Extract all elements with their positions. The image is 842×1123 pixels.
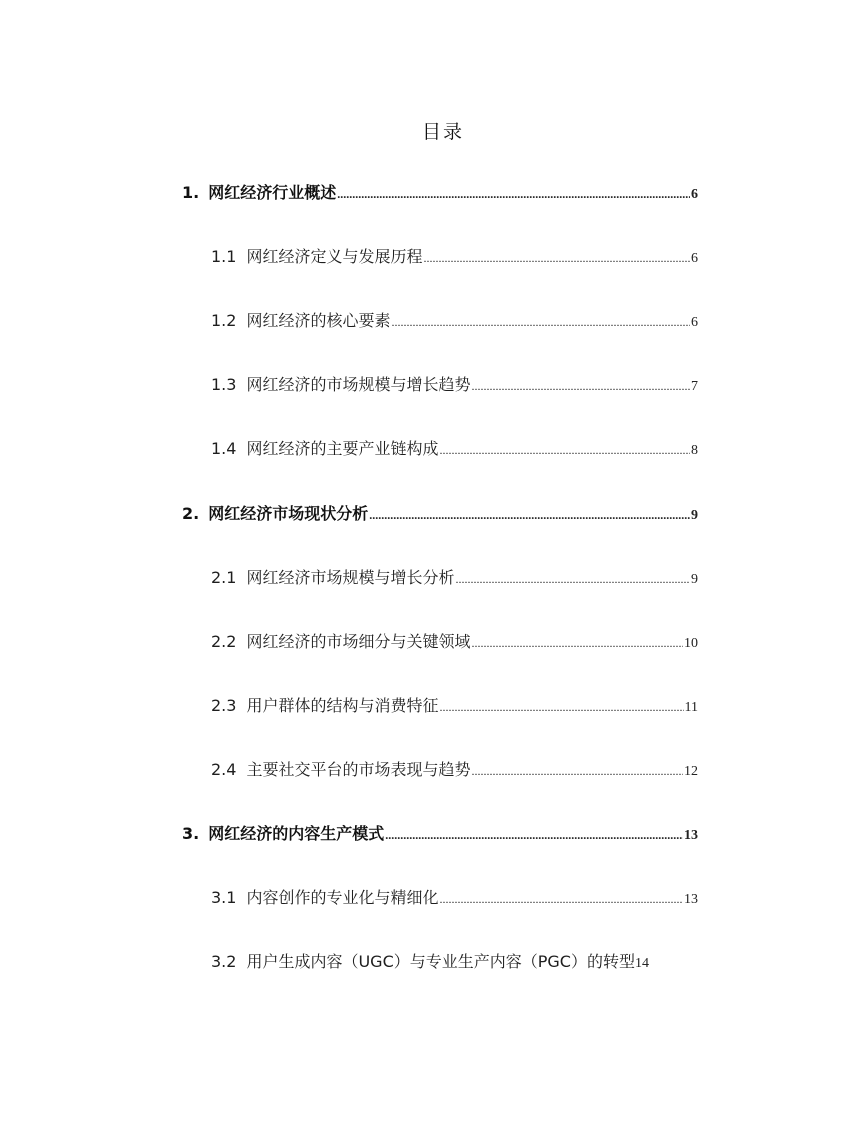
- toc-entry-3-2[interactable]: [211, 949, 721, 975]
- toc-entry-page: 10: [684, 636, 698, 651]
- toc-entry-1-2[interactable]: [211, 308, 698, 334]
- toc-entry-page: 9: [691, 508, 698, 523]
- toc-leader-dots: [439, 437, 690, 463]
- toc-entry-page: 13: [684, 892, 698, 907]
- toc-leader-dots: [471, 758, 683, 784]
- toc-entry-text: 用户群体的结构与消费特征: [246, 696, 439, 715]
- toc-entry-number: 1.: [182, 183, 200, 202]
- toc-entry-text: 网红经济行业概述: [208, 183, 337, 202]
- toc-entry-text: 网红经济定义与发展历程: [246, 247, 423, 266]
- toc-entry-text: 网红经济市场现状分析: [208, 504, 369, 523]
- toc-entry-text: 用户生成内容（UGC）与专业生产内容（PGC）的转型: [246, 952, 635, 971]
- toc-entry-number: 3.1: [211, 888, 237, 907]
- toc-entry-number: 3.2: [211, 952, 237, 971]
- toc-leader-dots: [369, 502, 690, 528]
- toc-entry-text: 网红经济的主要产业链构成: [246, 439, 439, 458]
- toc-entry-page: 9: [691, 572, 698, 587]
- toc-entry-3-1[interactable]: [211, 885, 698, 911]
- toc-entry-number: 2.3: [211, 696, 237, 715]
- toc-leader-dots: [439, 694, 683, 720]
- toc-entry-3[interactable]: [182, 821, 698, 847]
- toc-entry-text: 网红经济市场规模与增长分析: [246, 568, 455, 587]
- toc-entry-number: 2.: [182, 504, 200, 523]
- toc-leader-dots: [455, 566, 690, 592]
- toc-entry-2-1[interactable]: [211, 565, 698, 591]
- toc-entry-number: 3.: [182, 824, 200, 843]
- toc-entry-2-3[interactable]: [211, 693, 698, 719]
- toc-leader-dots: [391, 309, 690, 335]
- toc-entry-number: 1.2: [211, 311, 237, 330]
- toc-entry-text: 网红经济的市场规模与增长趋势: [246, 375, 471, 394]
- toc-entry-1-4[interactable]: [211, 436, 698, 462]
- toc-entry-number: 2.1: [211, 568, 237, 587]
- toc-entry-page: 6: [691, 251, 698, 266]
- toc-entry-text: 内容创作的专业化与精细化: [246, 888, 439, 907]
- toc-entry-2[interactable]: [182, 501, 698, 527]
- toc-entry-text: 网红经济的核心要素: [246, 311, 391, 330]
- toc-title: 目录: [421, 121, 464, 143]
- toc-entry-number: 1.1: [211, 247, 237, 266]
- toc-entry-page: 6: [691, 315, 698, 330]
- toc-entry-2-2[interactable]: [211, 629, 698, 655]
- toc-entry-number: 2.2: [211, 632, 237, 651]
- toc-leader-dots: [337, 181, 690, 207]
- toc-leader-dots: [385, 822, 683, 848]
- toc-entry-2-4[interactable]: [211, 757, 698, 783]
- toc-entry-page: 11: [684, 700, 698, 715]
- toc-entry-page: 7: [691, 379, 698, 394]
- toc-leader-dots: [423, 245, 690, 271]
- toc-entry-number: 1.4: [211, 439, 237, 458]
- toc-entry-1[interactable]: [182, 180, 698, 206]
- toc-entry-page: 13: [684, 828, 698, 843]
- toc-entry-1-1[interactable]: [211, 244, 698, 270]
- toc-entry-page: 12: [684, 764, 698, 779]
- toc-entry-page: 14: [634, 956, 649, 971]
- toc-entry-1-3[interactable]: [211, 372, 698, 398]
- toc-leader-dots: [439, 886, 683, 912]
- toc-leader-dots: [471, 630, 683, 656]
- toc-entry-text: 主要社交平台的市场表现与趋势: [246, 760, 471, 779]
- toc-entry-text: 网红经济的市场细分与关键领域: [246, 632, 471, 651]
- toc-leader-dots: [471, 373, 690, 399]
- toc-entry-text: 网红经济的内容生产模式: [208, 824, 385, 843]
- toc-entry-number: 2.4: [211, 760, 237, 779]
- toc-entry-number: 1.3: [211, 375, 237, 394]
- toc-entry-page: 8: [691, 443, 698, 458]
- toc-entry-page: 6: [691, 187, 698, 202]
